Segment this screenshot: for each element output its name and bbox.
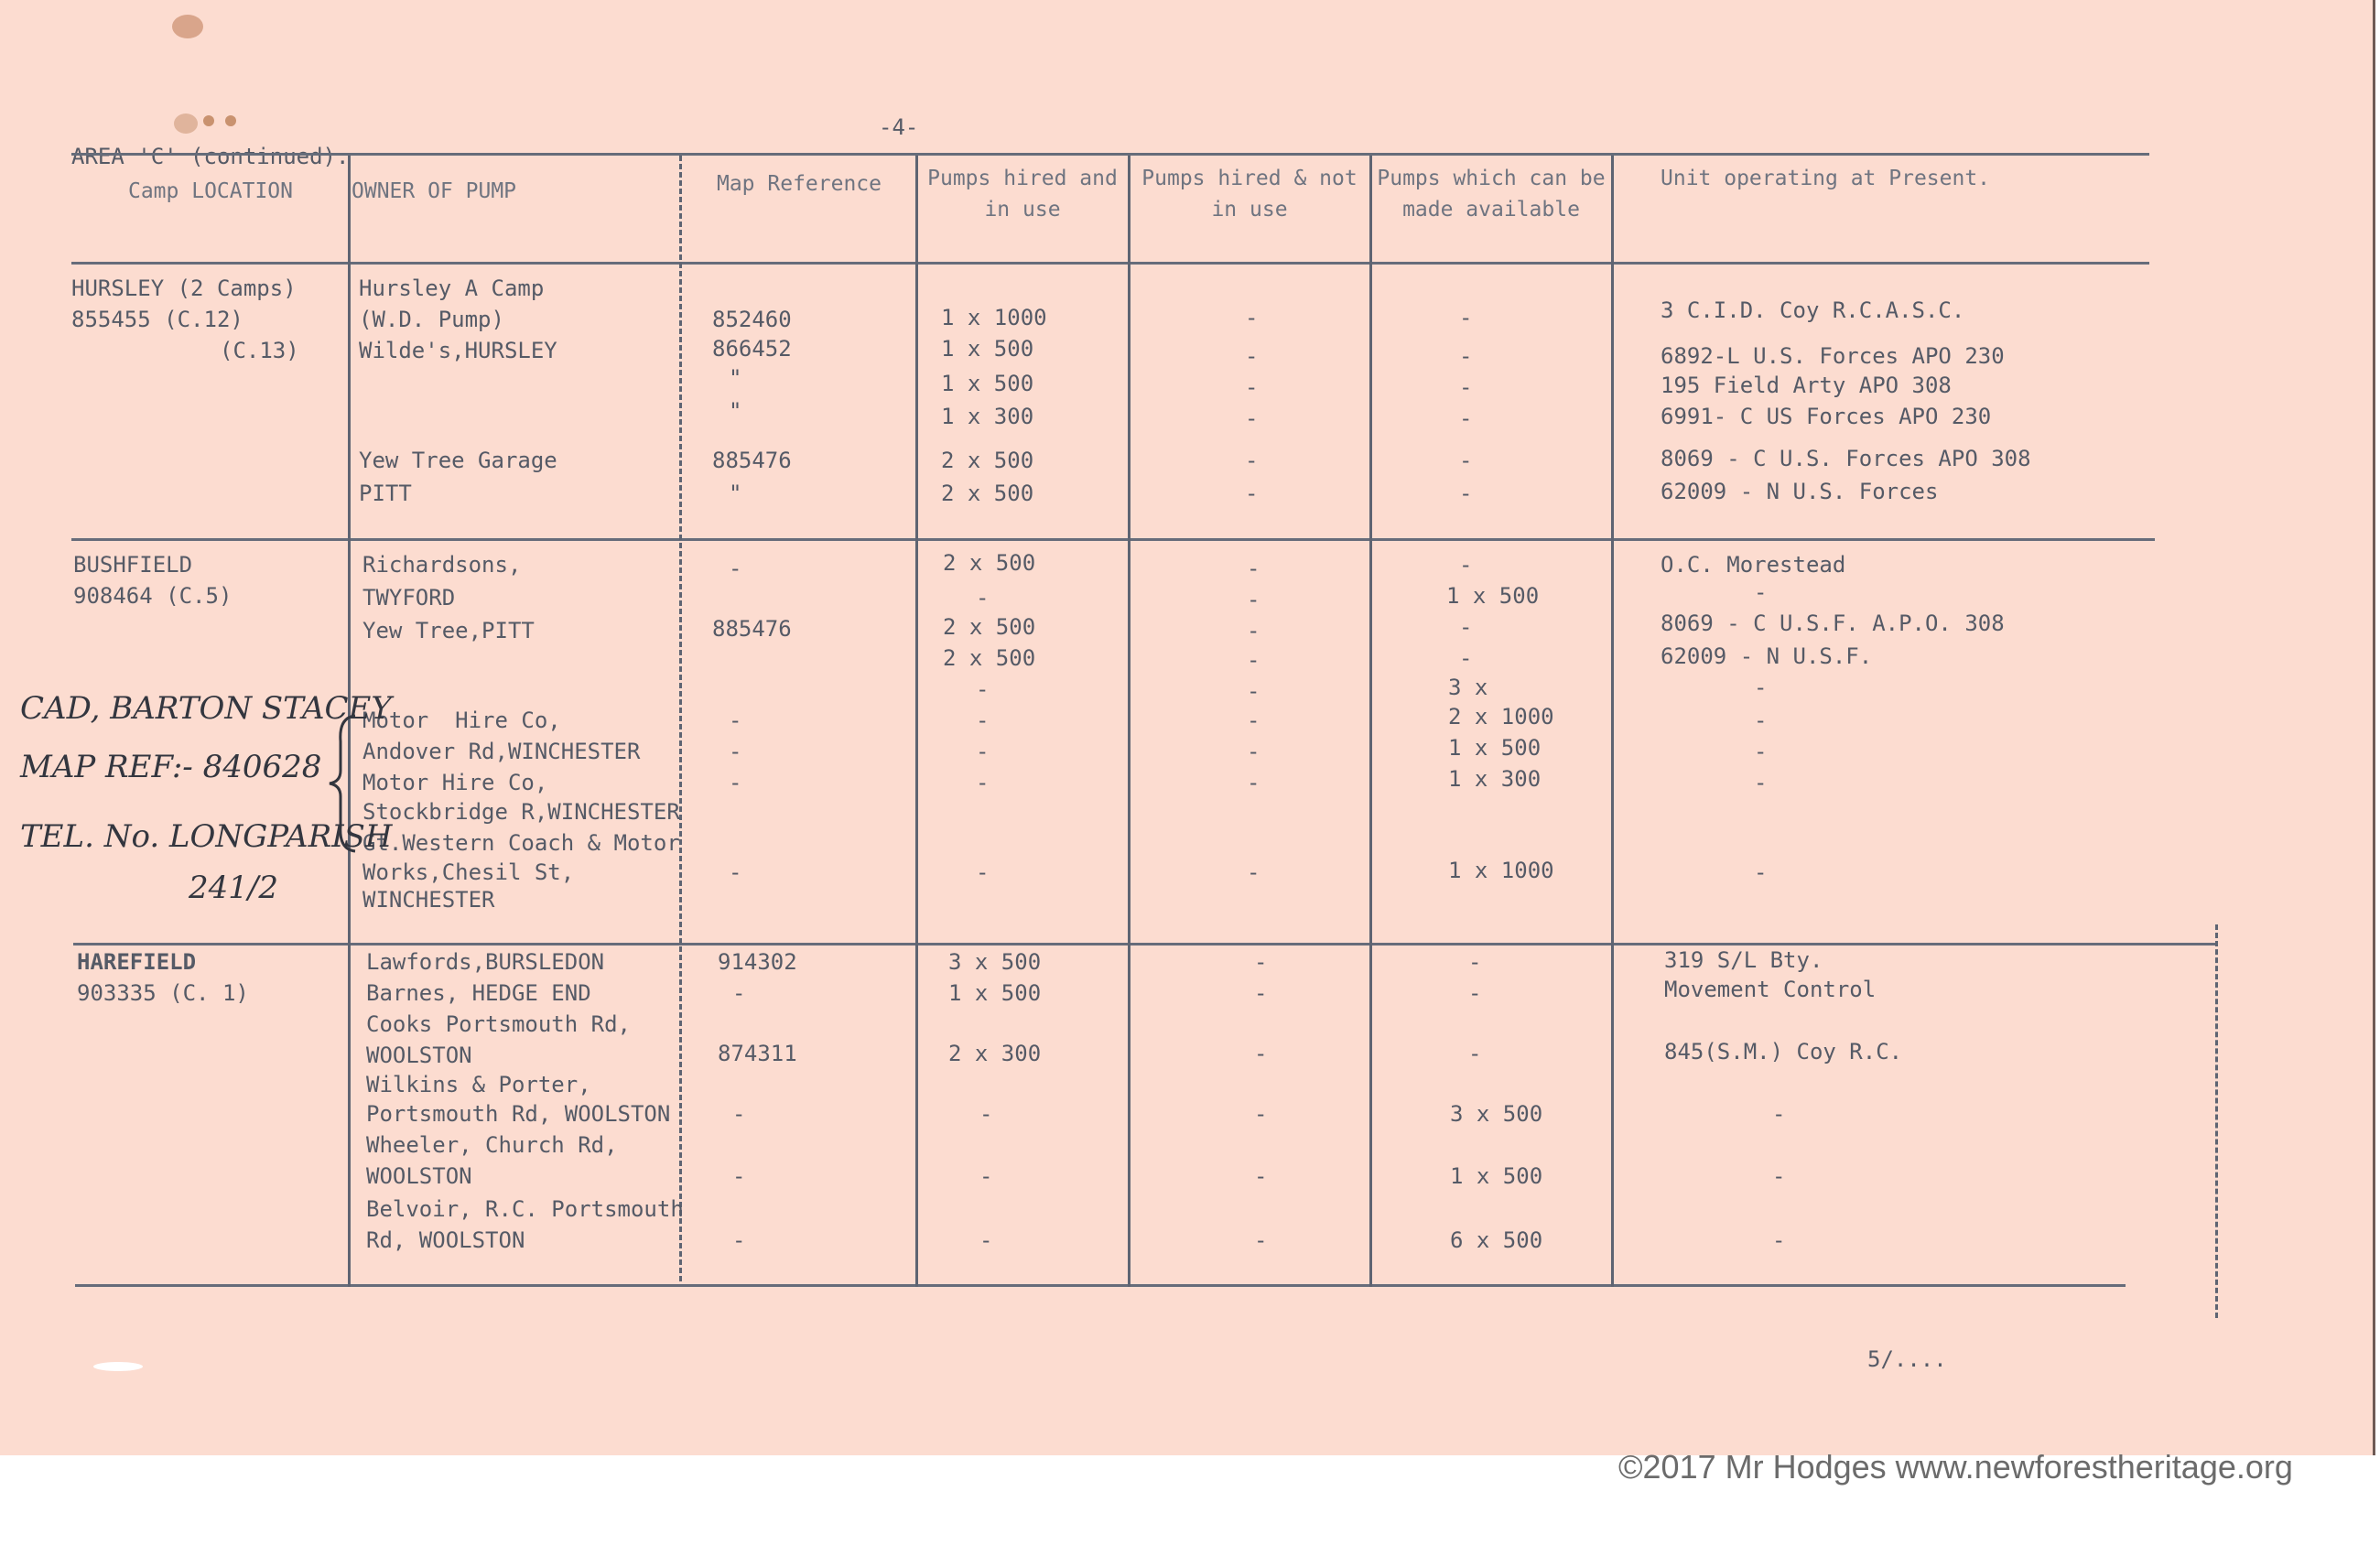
- map-ref: -: [732, 980, 746, 1006]
- available: -: [1468, 980, 1482, 1006]
- owner-line: Richardsons,: [362, 552, 522, 578]
- available: -: [1459, 552, 1473, 578]
- hired-not-in-use: -: [1247, 587, 1260, 612]
- owner-line: Portsmouth Rd, WOOLSTON: [366, 1101, 671, 1127]
- owner-line: Gt.Western Coach & Motor: [362, 830, 680, 856]
- hired-in-use: -: [976, 739, 990, 764]
- owner-line: Rd, WOOLSTON: [366, 1227, 525, 1253]
- hired-not-in-use: -: [1247, 647, 1260, 673]
- header-pumps-hired-not-in-use: Pumps hired & not in use: [1141, 167, 1358, 222]
- map-ref: -: [732, 1101, 746, 1127]
- available: 1 x 500: [1448, 735, 1542, 761]
- owner-line: Lawfords,BURSLEDON: [366, 949, 605, 975]
- available: -: [1459, 405, 1473, 431]
- map-ref: -: [729, 739, 742, 764]
- hired-not-in-use: -: [1247, 618, 1260, 643]
- available: -: [1459, 305, 1473, 330]
- hired-not-in-use: -: [1245, 305, 1259, 330]
- hired-in-use: 2 x 500: [941, 481, 1034, 506]
- camp-name: HURSLEY (2 Camps): [71, 276, 297, 301]
- stain-mark: [203, 115, 214, 126]
- owner-line: PITT: [359, 481, 412, 506]
- owner-line: Yew Tree Garage: [359, 448, 557, 473]
- available: 1 x 300: [1448, 766, 1542, 792]
- handwritten-line: 241/2: [189, 870, 278, 906]
- owner-line: Andover Rd,WINCHESTER: [362, 739, 641, 764]
- hired-in-use: -: [979, 1101, 993, 1127]
- owner-line: Hursley A Camp: [359, 276, 545, 301]
- hired-in-use: 1 x 500: [941, 371, 1034, 396]
- unit: 3 C.I.D. Coy R.C.A.S.C.: [1661, 297, 1965, 323]
- unit: 62009 - N U.S.F.: [1661, 643, 1873, 669]
- camp-ref: 903335 (C. 1): [77, 980, 249, 1006]
- header-pumps-hired-in-use: Pumps hired and in use: [927, 167, 1118, 222]
- section-rule: [73, 943, 2215, 945]
- brace-mark: [328, 714, 361, 853]
- unit: O.C. Morestead: [1661, 552, 1846, 578]
- available: 1 x 1000: [1448, 858, 1554, 883]
- owner-line: WOOLSTON: [366, 1043, 472, 1068]
- handwritten-line: CAD, BARTON STACEY: [20, 690, 392, 727]
- map-ref: -: [732, 1163, 746, 1189]
- map-ref: -: [729, 859, 742, 885]
- available: 6 x 500: [1450, 1227, 1543, 1253]
- map-ref: 866452: [712, 336, 792, 362]
- hired-not-in-use: -: [1245, 343, 1259, 369]
- available: -: [1468, 1041, 1482, 1066]
- map-ref: 914302: [718, 949, 797, 975]
- available: 1 x 500: [1446, 583, 1540, 609]
- owner-line: Wilde's,HURSLEY: [359, 338, 557, 363]
- map-ref: ": [729, 365, 742, 391]
- hired-in-use: -: [979, 1227, 993, 1253]
- unit: 6991- C US Forces APO 230: [1661, 404, 1992, 429]
- hired-in-use: -: [976, 770, 990, 795]
- unit: -: [1772, 1163, 1786, 1189]
- map-ref: -: [729, 708, 742, 733]
- map-ref: -: [729, 770, 742, 795]
- map-ref: 885476: [712, 616, 792, 642]
- available: -: [1459, 448, 1473, 473]
- table-bottom-rule: [75, 1284, 2126, 1287]
- hired-not-in-use: -: [1254, 1041, 1268, 1066]
- hired-in-use: 1 x 500: [948, 980, 1042, 1006]
- hired-not-in-use: -: [1245, 405, 1259, 431]
- owner-line: Belvoir, R.C. Portsmouth: [366, 1196, 684, 1222]
- available: 2 x 1000: [1448, 704, 1554, 729]
- hired-in-use: 1 x 500: [941, 336, 1034, 362]
- camp-name: HAREFIELD: [77, 949, 197, 975]
- hired-not-in-use: -: [1247, 859, 1260, 885]
- map-ref: 874311: [718, 1041, 797, 1066]
- available: -: [1459, 343, 1473, 369]
- unit: -: [1772, 1227, 1786, 1253]
- hired-not-in-use: -: [1247, 770, 1260, 795]
- column-rule: [1128, 156, 1130, 1287]
- header-map-reference: Map Reference: [716, 172, 882, 196]
- unit: 195 Field Arty APO 308: [1661, 373, 1952, 398]
- unit: Movement Control: [1664, 977, 1877, 1002]
- unit: -: [1754, 708, 1768, 733]
- hired-in-use: 1 x 1000: [941, 305, 1047, 330]
- hired-not-in-use: -: [1245, 448, 1259, 473]
- hired-in-use: 2 x 500: [943, 645, 1036, 671]
- available: -: [1459, 481, 1473, 506]
- unit: -: [1754, 579, 1768, 605]
- column-rule: [1611, 156, 1614, 1287]
- available: 3 x: [1448, 675, 1488, 700]
- available: 1 x 500: [1450, 1163, 1543, 1189]
- hired-in-use: 2 x 500: [943, 614, 1036, 640]
- hired-not-in-use: -: [1247, 556, 1260, 581]
- owner-line: Barnes, HEDGE END: [366, 980, 591, 1006]
- hired-not-in-use: -: [1245, 481, 1259, 506]
- area-heading: AREA 'C' (continued).: [71, 144, 350, 169]
- hired-in-use: 2 x 500: [941, 448, 1034, 473]
- map-ref: ": [729, 481, 742, 506]
- owner-line: Stockbridge R,WINCHESTER: [362, 799, 680, 825]
- header-pumps-available: Pumps which can be made available: [1377, 167, 1606, 222]
- hired-in-use: -: [976, 676, 990, 702]
- column-rule: [679, 156, 682, 1281]
- available: -: [1459, 614, 1473, 640]
- owner-line: Motor Hire Co,: [362, 708, 561, 733]
- camp-ref: 908464 (C.5): [73, 583, 233, 609]
- hired-in-use: -: [976, 708, 990, 733]
- header-unit-operating: Unit operating at Present.: [1661, 167, 1991, 190]
- map-ref: -: [732, 1227, 746, 1253]
- copyright-notice: ©2017 Mr Hodges www.newforestheritage.org: [1618, 1448, 2293, 1486]
- header-top-rule: [71, 153, 2149, 156]
- unit: 8069 - C U.S. Forces APO 308: [1661, 446, 2031, 471]
- map-ref: ": [729, 398, 742, 424]
- unit: -: [1754, 739, 1768, 764]
- header-bottom-rule: [71, 262, 2149, 265]
- unit: -: [1754, 770, 1768, 795]
- hired-in-use: 1 x 300: [941, 404, 1034, 429]
- stain-mark: [172, 15, 203, 38]
- hired-in-use: -: [979, 1163, 993, 1189]
- stain-mark: [174, 113, 198, 134]
- hired-not-in-use: -: [1254, 1101, 1268, 1127]
- column-rule: [2215, 924, 2218, 1318]
- header-owner-of-pump: OWNER OF PUMP: [352, 179, 517, 203]
- handwritten-line: TEL. No. LONGPARISH: [20, 818, 393, 855]
- unit: -: [1754, 859, 1768, 885]
- hired-not-in-use: -: [1247, 708, 1260, 733]
- header-camp-location: Camp LOCATION: [127, 179, 293, 203]
- unit: -: [1754, 675, 1768, 700]
- hired-in-use: -: [976, 859, 990, 885]
- owner-line: WOOLSTON: [366, 1163, 472, 1189]
- unit: 8069 - C U.S.F. A.P.O. 308: [1661, 611, 2005, 636]
- owner-line: Motor Hire Co,: [362, 770, 548, 795]
- owner-line: Cooks Portsmouth Rd,: [366, 1011, 631, 1037]
- map-ref: -: [729, 556, 742, 581]
- unit: 6892-L U.S. Forces APO 230: [1661, 343, 2005, 369]
- paper-hole: [93, 1362, 143, 1371]
- map-ref: 852460: [712, 307, 792, 332]
- hired-not-in-use: -: [1254, 1163, 1268, 1189]
- camp-ref: (C.13): [220, 338, 299, 363]
- available: -: [1468, 949, 1482, 975]
- owner-line: WINCHESTER: [362, 887, 495, 913]
- hired-not-in-use: -: [1247, 678, 1260, 704]
- hired-in-use: 2 x 300: [948, 1041, 1042, 1066]
- section-rule: [71, 538, 2155, 541]
- page-number: -4-: [879, 114, 919, 140]
- unit: 62009 - N U.S. Forces: [1661, 479, 1939, 504]
- hired-not-in-use: -: [1245, 374, 1259, 400]
- unit: 845(S.M.) Coy R.C.: [1664, 1039, 1903, 1064]
- owner-line: Works,Chesil St,: [362, 859, 575, 885]
- unit: 319 S/L Bty.: [1664, 947, 1823, 973]
- owner-line: Yew Tree,PITT: [362, 618, 535, 643]
- available: -: [1459, 374, 1473, 400]
- owner-line: Wilkins & Porter,: [366, 1072, 591, 1097]
- available: 3 x 500: [1450, 1101, 1543, 1127]
- hired-in-use: 2 x 500: [943, 550, 1036, 576]
- hired-not-in-use: -: [1254, 949, 1268, 975]
- map-ref: 885476: [712, 448, 792, 473]
- stain-mark: [225, 115, 236, 126]
- owner-line: (W.D. Pump): [359, 307, 504, 332]
- available: -: [1459, 645, 1473, 671]
- column-rule: [1369, 156, 1372, 1287]
- column-rule: [915, 156, 918, 1287]
- hired-not-in-use: -: [1254, 980, 1268, 1006]
- camp-name: BUSHFIELD: [73, 552, 193, 578]
- hired-in-use: -: [976, 585, 990, 611]
- camp-ref: 855455 (C.12): [71, 307, 243, 332]
- handwritten-line: MAP REF:- 840628: [20, 749, 322, 785]
- hired-in-use: 3 x 500: [948, 949, 1042, 975]
- owner-line: Wheeler, Church Rd,: [366, 1132, 618, 1158]
- hired-not-in-use: -: [1247, 739, 1260, 764]
- continuation-marker: 5/....: [1867, 1346, 1947, 1372]
- hired-not-in-use: -: [1254, 1227, 1268, 1253]
- owner-line: TWYFORD: [362, 585, 456, 611]
- unit: -: [1772, 1101, 1786, 1127]
